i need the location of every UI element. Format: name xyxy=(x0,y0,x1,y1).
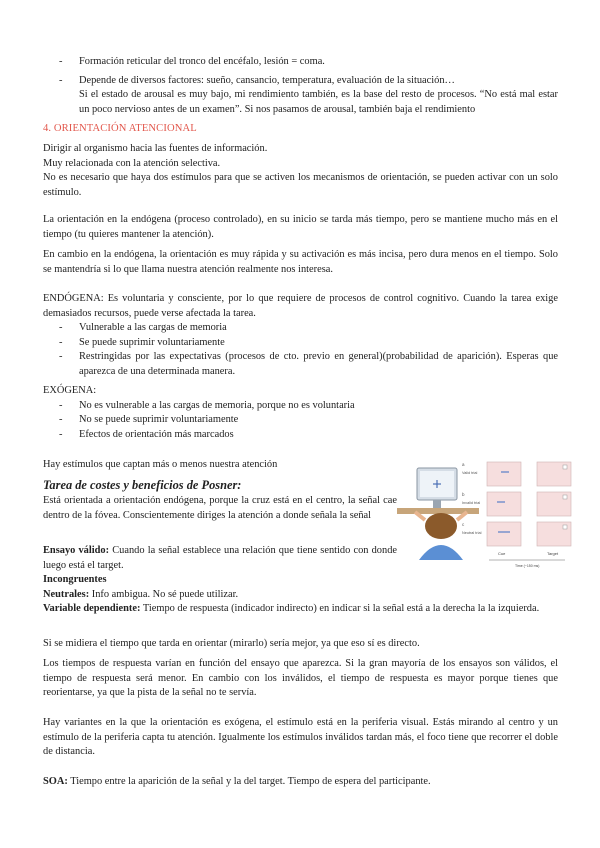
neutral-text: Info ambigua. No sé puede utilizar. xyxy=(89,588,239,600)
bullet-text: Depende de diversos factores: sueño, cansancio, temperatura, evaluación de la situación… xyxy=(79,74,455,86)
row-label: Valid trial xyxy=(462,471,478,475)
valid-text: Cuando la señal establece una relación que tiene sentido con donde luego está el target. xyxy=(43,545,397,571)
endogenous-section xyxy=(43,292,558,380)
list-item: - Depende de diversos factores: sueño, cansancio, temperatura, evaluación de la situación… Si el estado de arousal es muy bajo, mi rendimiento también, es la base del resto de procesos. “No está mal estar un poco nervioso antes de un examen”. Si nos pasamos de arousal, también baja el rendimiento xyxy=(59,74,558,115)
text-line: Dirigir al organismo hacia las fuentes de información. xyxy=(43,143,268,154)
exogenous-section xyxy=(43,384,558,442)
dependent-variable-label: Variable dependiente: xyxy=(43,603,141,615)
posner-figure xyxy=(397,460,572,572)
neutral-label: Neutrales: xyxy=(43,588,90,600)
list-item: - No es vulnerable a las cargas de memoria, porque no es voluntaria xyxy=(59,399,355,411)
intro-bullets xyxy=(43,55,558,117)
paragraph-exogenous-speed xyxy=(43,248,558,277)
endogenous-text: : Es voluntaria y consciente, por lo que requiere de procesos de control cognitivo. Cuando la tarea exige demasiados recursos, puede verse afectada la tarea. xyxy=(43,293,558,319)
list-item: - Vulnerable a las cargas de memoria xyxy=(59,322,227,334)
paragraph-endogenous-time xyxy=(43,213,558,242)
text-line: Hay variantes en la que la orientación es exógena, el estímulo está en la periferia visual. Estás mirando al centro y un estímulo de la periferia capta tu atención. Igualmente los estímulos inválidos tardan más, el foco tiene que recorrer el doble de distancia. xyxy=(43,717,558,758)
list-item: - No se puede suprimir voluntariamente xyxy=(59,414,239,426)
trial-types xyxy=(43,573,558,617)
valid-label: Ensayo válido: xyxy=(43,545,110,556)
soa-text: Tiempo entre la aparición de la señal y la del target. Tiempo de espera del participante. xyxy=(67,776,431,787)
cue-label: Cue xyxy=(498,551,506,556)
section-heading: 4. ORIENTACIÓN ATENCIONAL xyxy=(43,123,197,134)
row-label: Neutral trial xyxy=(462,531,482,535)
list-item: - Formación reticular del tronco del encéfalo, lesión = coma. xyxy=(59,56,325,67)
bullet-text: No se puede suprimir voluntariamente xyxy=(79,414,239,426)
soa-label: SOA: xyxy=(43,776,68,787)
row-label: Invalid trial xyxy=(462,501,481,505)
bullet-text: Vulnerable a las cargas de memoria xyxy=(79,322,227,334)
trial-panels xyxy=(487,462,571,546)
paragraph-definition xyxy=(43,142,558,200)
text-line: No es necesario que haya dos estímulos para que se activen los mecanismos de orientación, se pueden activar con un solo estímulo. xyxy=(43,172,558,198)
time-label: Time (~150 ms) xyxy=(515,564,540,568)
bullet-text-continued: Si el estado de arousal es muy bajo, mi rendimiento también, es la base del resto de procesos. “No está mal estar un poco nervioso antes de un examen”. Si nos pasamos de arousal, también baja el rendimiento xyxy=(79,89,558,115)
text-line: Hay estímulos que captan más o menos nuestra atención xyxy=(43,459,278,470)
bullet-text: Se puede suprimir voluntariamente xyxy=(79,336,225,348)
text-line: Si se midiera el tiempo que tarda en orientar (mirarlo) sería mejor, ya que eso sí es directo. xyxy=(43,638,420,649)
posner-intro xyxy=(43,494,397,523)
incongruent-label: Incongruentes xyxy=(43,574,107,585)
paragraph-response-times xyxy=(43,657,558,701)
valid-trial-definition xyxy=(43,544,397,573)
text-line: En cambio en la endógena, la orientación es muy rápida y su activación es más incisa, pero dura menos en el tiempo. Solo se mantendría si lo que llama nuestra atención realmente nos interesa. xyxy=(43,249,558,275)
endogenous-definition xyxy=(43,292,558,321)
text-line: La orientación en la endógena (proceso controlado), en su inicio se tarda más tiempo, pero se mantiene mucho más en el tiempo (tu quieres mantener la atención). xyxy=(43,214,558,240)
list-item: - Efectos de orientación más marcados xyxy=(59,428,234,440)
row-letter: c xyxy=(462,522,465,527)
text-line: Muy relacionada con la atención selectiva. xyxy=(43,157,221,169)
bullet-text: Restringidas por las expectativas (procesos de cto. previo en general)(probabilidad de aparición). Esperas que aparezca de una determinada manera. xyxy=(79,351,558,377)
row-letter: a xyxy=(462,462,465,467)
dependent-variable-text: Tiempo de respuesta (indicador indirecto) en indicar si la señal está a la derecha la la izquierda. xyxy=(140,603,540,615)
bullet-text: No es vulnerable a las cargas de memoria, porque no es voluntaria xyxy=(79,399,355,411)
list-item: - Restringidas por las expectativas (procesos de cto. previo en general)(probabilidad de aparición). Esperas que aparezca de una determinada manera. xyxy=(59,351,558,377)
participant-illustration xyxy=(397,468,479,560)
target-label: Target xyxy=(547,551,559,556)
endogenous-label: ENDÓGENA xyxy=(43,293,101,304)
posner-title: Tarea de costes y beneficios de Posner: xyxy=(43,478,242,492)
bullet-text: Efectos de orientación más marcados xyxy=(79,428,234,440)
text-line: Los tiempos de respuesta varían en función del ensayo que aparezca. Si la gran mayoría de los ensayos son válidos, el tiempo de respuesta será menor. En cambio con los inválidos, el tiempo de respuesta es mayor porque tienes que reorientarse, ya que la pista de la señal no te servía. xyxy=(43,658,558,699)
list-item: - Se puede suprimir voluntariamente xyxy=(59,336,225,348)
exogenous-label: EXÓGENA: xyxy=(43,385,97,396)
paragraph-direct-measure xyxy=(43,637,558,652)
soa-definition xyxy=(43,775,558,790)
paragraph-exogenous-variant xyxy=(43,716,558,760)
bullet-text: Formación reticular del tronco del encéfalo, lesión = coma. xyxy=(79,56,325,67)
row-letter: b xyxy=(462,492,465,497)
text-line: Está orientada a orientación endógena, porque la cruz está en el centro, la señal cae dentro de la fóvea. Conscientemente diriges la atención a donde señala la señal xyxy=(43,495,397,521)
